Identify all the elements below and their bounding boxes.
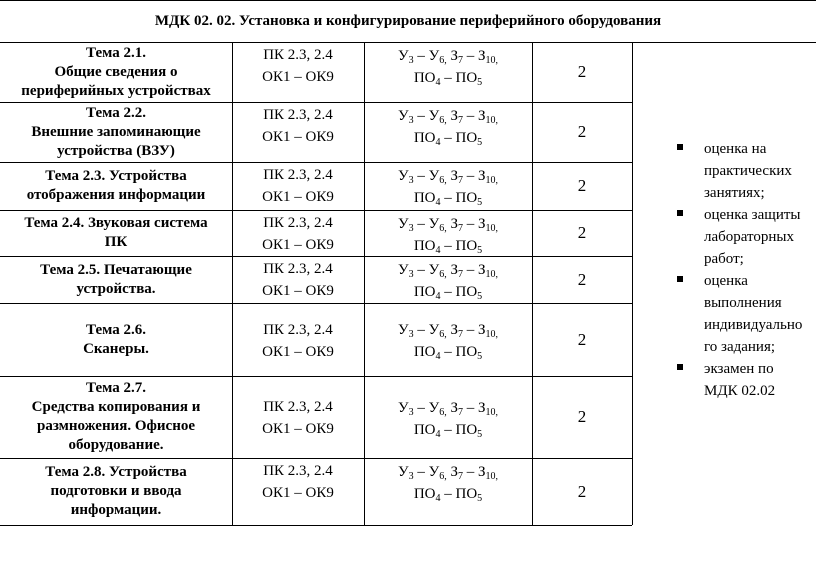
text-fragment: У (397, 399, 409, 416)
text-fragment: ПО (455, 421, 478, 438)
subscript: 7 (458, 175, 463, 186)
subscript: 7 (458, 471, 463, 482)
topic-cell (0, 256, 232, 303)
topic-line: Тема 2.2. (86, 104, 146, 121)
subscript: 5 (477, 245, 483, 256)
hours-value: 2 (577, 122, 587, 141)
topic-cell (0, 162, 232, 210)
subscript: 5 (477, 137, 483, 148)
competencies-cell (232, 104, 364, 162)
competency-line: ОК1 – ОК9 (262, 69, 334, 85)
competencies-cell (232, 164, 364, 210)
assessment-methods (660, 138, 816, 402)
skills-line: $У_3 - У_{6,}$ $З_7 - З_{10,}$ (397, 322, 499, 340)
subscript: 10, (485, 329, 499, 340)
topic-line: Тема 2.7. (86, 380, 146, 396)
subscript: 4 (435, 493, 441, 504)
subscript: 3 (408, 269, 414, 280)
subscript: 4 (435, 137, 441, 148)
text-fragment: ПО (455, 130, 478, 146)
hours-cell (532, 210, 632, 256)
knowledge-line: $ПО_4 - ПО_5$ (413, 190, 483, 208)
hours-value: 2 (577, 62, 587, 81)
assessment-item (660, 204, 816, 270)
subscript: 7 (458, 329, 463, 340)
text-fragment: У (428, 108, 440, 124)
text-fragment: ПО (455, 284, 478, 300)
topic-line: оборудование. (68, 437, 164, 453)
text-fragment: З (478, 48, 486, 64)
topic-line: Тема 2.8. Устройства (45, 464, 187, 480)
hours-cell (532, 162, 632, 210)
text-fragment: З (450, 399, 458, 416)
topic-line: отображения информации (26, 187, 206, 203)
skills-line: $У_3 - У_{6,}$ $З_7 - З_{10,}$ (397, 399, 499, 418)
hours-value: 2 (577, 223, 587, 242)
competencies-cell (232, 212, 364, 256)
skills-knowledge-cell (364, 105, 532, 162)
subscript: 3 (408, 115, 414, 126)
competencies-cell (232, 305, 364, 376)
assessment-line: оценка (704, 273, 748, 289)
competencies-cell (232, 378, 364, 458)
text-fragment: У (428, 48, 440, 64)
subscript: 7 (458, 269, 463, 280)
topic-line: Тема 2.1. (86, 44, 146, 61)
topic-line: Средства копирования и (31, 399, 201, 415)
text-fragment: З (450, 322, 458, 338)
subscript: 6, (439, 115, 447, 126)
topic-line: размножения. Офисное (36, 418, 196, 434)
skills-line: $У_3 - У_{6,}$ $З_7 - З_{10,}$ (397, 464, 499, 482)
topic-line: Тема 2.5. Печатающие (40, 261, 192, 278)
topic-line: Общие сведения о (54, 63, 178, 80)
competencies-cell (232, 44, 364, 102)
subscript: 4 (435, 245, 441, 256)
topic-line: периферийных устройствах (21, 82, 211, 99)
competency-line: ОК1 – ОК9 (262, 343, 334, 360)
hours-value: 2 (577, 407, 587, 426)
subscript: 10, (485, 223, 499, 234)
text-fragment: З (450, 48, 458, 64)
subscript: 5 (477, 351, 483, 362)
competency-line: ОК1 – ОК9 (262, 283, 334, 299)
subscript: 6, (439, 55, 447, 66)
subscript: 4 (435, 77, 441, 88)
subscript: 3 (408, 55, 414, 66)
text-fragment: ПО (455, 344, 478, 360)
text-fragment: З (478, 108, 486, 124)
assessment-line: выполнения (704, 295, 782, 311)
skills-line: $У_3 - У_{6,}$ $З_7 - З_{10,}$ (397, 216, 499, 234)
knowledge-line: $ПО_4 - ПО_5$ (413, 486, 483, 504)
text-fragment: У (397, 262, 409, 278)
hours-value: 2 (577, 329, 587, 349)
subscript: 4 (435, 428, 441, 440)
subscript: 4 (435, 351, 441, 362)
hours-value: 2 (577, 176, 587, 195)
competency-line: ОК1 – ОК9 (262, 421, 334, 437)
competencies-cell (232, 258, 364, 303)
skills-knowledge-cell (364, 379, 532, 458)
skills-line: $У_3 - У_{6,}$ $З_7 - З_{10,}$ (397, 48, 499, 66)
knowledge-line: $ПО_4 - ПО_5$ (413, 284, 483, 302)
competencies-cell (232, 460, 364, 525)
text-fragment: У (397, 168, 409, 184)
assessment-line: индивидуально (704, 317, 803, 333)
square-bullet-icon (677, 144, 683, 150)
skills-line: $У_3 - У_{6,}$ $З_7 - З_{10,}$ (397, 108, 499, 126)
subscript: 3 (408, 406, 414, 418)
column-divider (632, 42, 633, 525)
square-bullet-icon (677, 276, 683, 282)
competency-line: ПК 2.3, 2.4 (263, 321, 333, 338)
text-fragment: У (397, 48, 409, 64)
subscript: 3 (408, 175, 414, 186)
assessment-line: лабораторных (704, 229, 795, 245)
subscript: 3 (408, 471, 414, 482)
text-fragment: З (450, 464, 458, 480)
subscript: 6, (439, 471, 447, 482)
topic-cell (0, 458, 232, 525)
skills-knowledge-cell (364, 306, 532, 376)
row-divider (0, 525, 632, 526)
subscript: 4 (435, 197, 441, 208)
topic-line: Тема 2.3. Устройства (45, 168, 187, 184)
skills-knowledge-cell (364, 461, 532, 525)
competency-line: ОК1 – ОК9 (262, 485, 334, 501)
hours-value: 2 (577, 481, 587, 501)
subscript: 5 (477, 77, 483, 88)
topic-line: устройства. (76, 280, 156, 297)
text-fragment: ПО (455, 486, 478, 502)
text-fragment: ПО (413, 486, 436, 502)
text-fragment: У (428, 464, 440, 480)
text-fragment: ПО (413, 130, 436, 146)
hours-cell (532, 42, 632, 102)
competency-line: ОК1 – ОК9 (262, 129, 334, 145)
subscript: 5 (477, 428, 483, 440)
knowledge-line: $ПО_4 - ПО_5$ (413, 130, 483, 148)
topic-cell (0, 210, 232, 256)
competency-line: ПК 2.3, 2.4 (263, 463, 333, 479)
topic-line: подготовки и ввода (50, 483, 182, 499)
hours-cell (532, 458, 632, 525)
hours-cell (532, 256, 632, 303)
competency-line: ОК1 – ОК9 (262, 189, 334, 205)
subscript: 10, (485, 471, 499, 482)
assessment-line: МДК 02.02 (704, 383, 776, 399)
assessment-line: оценка на (704, 141, 767, 157)
hours-value: 2 (577, 269, 587, 289)
text-fragment: З (478, 168, 486, 184)
text-fragment: З (478, 216, 486, 232)
text-fragment: У (397, 108, 409, 124)
assessment-line: экзамен по (704, 361, 774, 377)
knowledge-line: $ПО_4 - ПО_5$ (413, 421, 483, 440)
competency-line: ПК 2.3, 2.4 (263, 107, 333, 123)
subscript: 10, (485, 115, 499, 126)
subscript: 6, (439, 175, 447, 186)
text-fragment: ПО (413, 70, 436, 86)
topic-cell (0, 303, 232, 376)
text-fragment: У (428, 168, 440, 184)
assessment-item (660, 270, 816, 358)
subscript: 10, (485, 175, 499, 186)
topic-line: информации. (70, 502, 162, 518)
assessment-line: оценка защиты (704, 207, 801, 223)
subscript: 5 (477, 493, 483, 504)
knowledge-line: $ПО_4 - ПО_5$ (413, 344, 483, 362)
subscript: 6, (439, 406, 447, 418)
subscript: 5 (477, 291, 483, 302)
subscript: 6, (439, 329, 447, 340)
competency-line: ПК 2.3, 2.4 (263, 47, 333, 63)
skills-line: $У_3 - У_{6,}$ $З_7 - З_{10,}$ (397, 168, 499, 186)
text-fragment: З (450, 216, 458, 232)
text-fragment: У (428, 262, 440, 278)
subscript: 10, (485, 406, 499, 418)
assessment-item (660, 138, 816, 204)
text-fragment: ПО (455, 70, 478, 86)
topic-line: Сканеры. (83, 340, 149, 357)
text-fragment: У (397, 216, 409, 232)
text-fragment: ПО (413, 238, 436, 254)
competency-line: ПК 2.3, 2.4 (263, 167, 333, 183)
subscript: 10, (485, 269, 499, 280)
topic-cell (0, 42, 232, 102)
subscript: 3 (408, 223, 414, 234)
topic-cell (0, 102, 232, 162)
text-fragment: З (450, 108, 458, 124)
text-fragment: З (478, 262, 486, 278)
subscript: 10, (485, 55, 499, 66)
assessment-line: работ; (704, 251, 744, 267)
assessment-line: занятиях; (704, 185, 765, 201)
subscript: 6, (439, 269, 447, 280)
assessment-item (660, 358, 816, 402)
text-fragment: У (428, 216, 440, 232)
competency-line: ПК 2.3, 2.4 (263, 215, 333, 231)
subscript: 7 (458, 406, 463, 418)
text-fragment: ПО (413, 190, 436, 206)
topic-line: Тема 2.4. Звуковая система (24, 215, 208, 231)
subscript: 3 (408, 329, 414, 340)
text-fragment: У (397, 464, 409, 480)
text-fragment: З (478, 322, 486, 338)
subscript: 6, (439, 223, 447, 234)
text-fragment: У (397, 322, 409, 338)
table-title: МДК 02. 02. Установка и конфигурирование периферийного оборудования (154, 13, 662, 29)
assessment-list (660, 138, 816, 402)
topic-line: устройства (ВЗУ) (57, 142, 175, 159)
subscript: 4 (435, 291, 441, 302)
assessment-line: практических (704, 163, 792, 179)
hours-cell (532, 102, 632, 162)
skills-line: $У_3 - У_{6,}$ $З_7 - З_{10,}$ (397, 262, 499, 280)
subscript: 7 (458, 55, 463, 66)
hours-cell (532, 303, 632, 376)
text-fragment: З (450, 262, 458, 278)
text-fragment: З (450, 168, 458, 184)
text-fragment: У (428, 322, 440, 338)
text-fragment: У (428, 399, 440, 416)
topic-line: Тема 2.6. (86, 321, 146, 338)
square-bullet-icon (677, 210, 683, 216)
hours-cell (532, 376, 632, 458)
skills-knowledge-cell (364, 259, 532, 303)
text-fragment: ПО (455, 238, 478, 254)
knowledge-line: $ПО_4 - ПО_5$ (413, 70, 483, 88)
knowledge-line: $ПО_4 - ПО_5$ (413, 238, 483, 256)
text-fragment: З (478, 399, 486, 416)
topic-line: ПК (104, 234, 128, 250)
assessment-line: го задания; (704, 339, 776, 355)
topic-cell (0, 376, 232, 458)
subscript: 5 (477, 197, 483, 208)
square-bullet-icon (677, 364, 683, 370)
skills-knowledge-cell (364, 213, 532, 256)
subscript: 7 (458, 115, 463, 126)
skills-knowledge-cell (364, 165, 532, 210)
text-fragment: ПО (413, 284, 436, 300)
competency-line: ПК 2.3, 2.4 (263, 399, 333, 415)
text-fragment: ПО (455, 190, 478, 206)
competency-line: ОК1 – ОК9 (262, 237, 334, 253)
text-fragment: ПО (413, 421, 436, 438)
skills-knowledge-cell (364, 45, 532, 102)
topic-line: Внешние запоминающие (31, 123, 201, 140)
text-fragment: ПО (413, 344, 436, 360)
subscript: 7 (458, 223, 463, 234)
text-fragment: З (478, 464, 486, 480)
competency-line: ПК 2.3, 2.4 (263, 261, 333, 277)
